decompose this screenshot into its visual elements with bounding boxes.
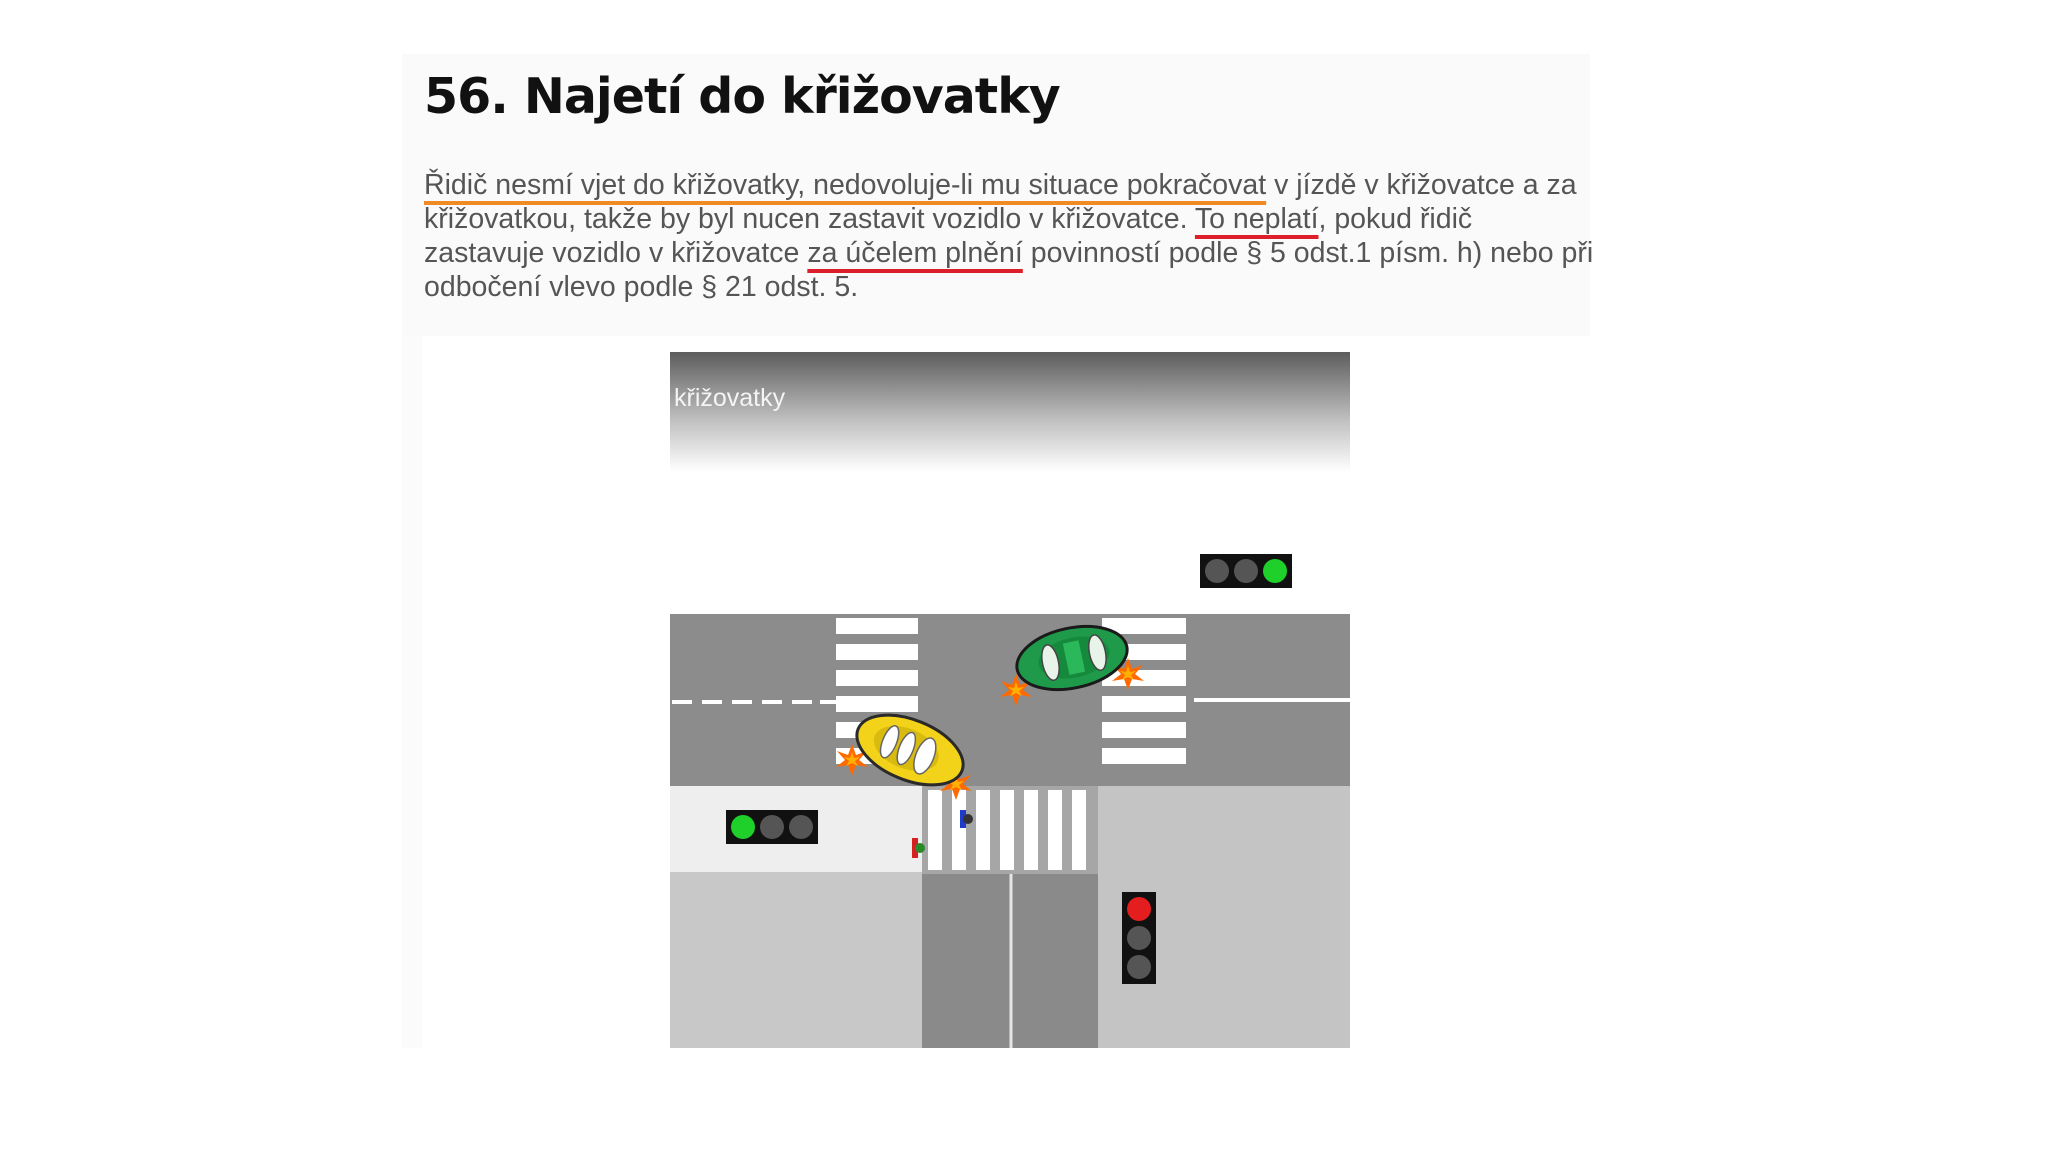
traffic-light-top-right (1200, 554, 1292, 588)
underlined-phrase-purpose: za účelem plnění (807, 237, 1023, 269)
underlined-phrase-main-rule: Řidič nesmí vjet do křižovatky, nedovoluje-li mu situace pokračovat (424, 169, 1267, 201)
paragraph-text: , pokud řidič zastavuje vozidlo v křižovatce (424, 203, 1473, 269)
traffic-light-bottom (1122, 892, 1156, 984)
illustration-caption: křižovatky (674, 384, 786, 412)
traffic-light-left (726, 810, 818, 844)
intersection-illustration (670, 352, 1350, 1048)
lane-left (922, 874, 1010, 1048)
page-title: 56. Najetí do křižovatky (424, 68, 1060, 125)
paragraph-text: povinností podle § 5 odst.1 písm. h) nebo při odbočení vlevo podle § 21 odst. 5. (424, 237, 1594, 303)
article-card-edge (402, 336, 422, 1048)
article-paragraph (424, 168, 1596, 304)
paragraph-text: v jízdě v křižovatce a za křižovatkou, takže by byl nucen zastavit vozidlo v křižovatce. (424, 169, 1577, 235)
lane-right (1012, 874, 1098, 1048)
underlined-phrase-exception: To neplatí (1194, 203, 1319, 235)
